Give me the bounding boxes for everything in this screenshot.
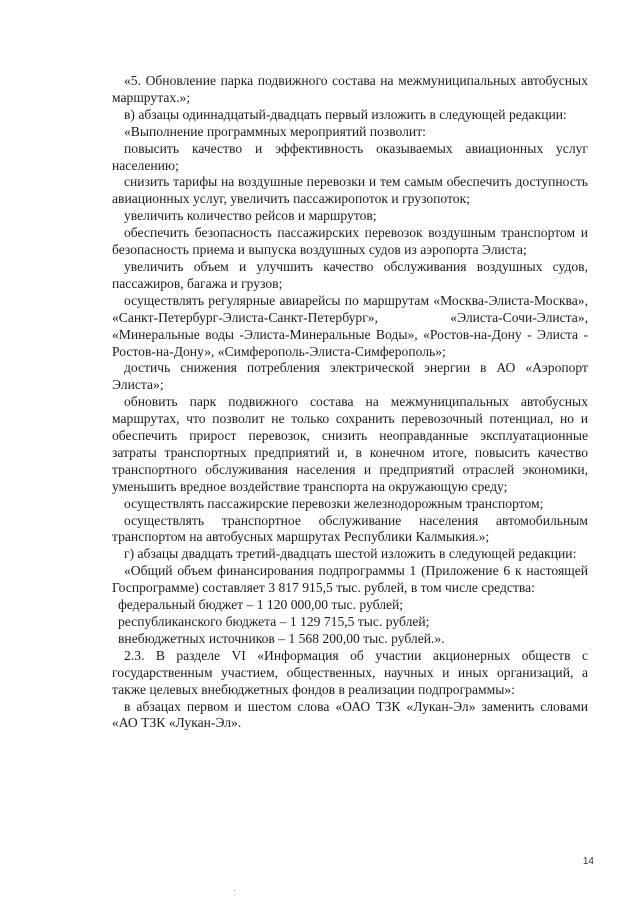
paragraph-replace-words: в абзацах первом и шестом слова «ОАО ТЗК «Лукан-Эл» заменить словами «АО ТЗК «Лукан-Эл». (112, 698, 588, 731)
paragraph-energy: достичь снижения потребления электрической энергии в АО «Аэропорт Элиста»; (112, 360, 588, 393)
paragraph-financing: «Общий объем финансирования подпрограммы 1 (Приложение 6 к настоящей Госпрограмме) составляет 3 817 915,5 тыс. рублей, в том числе средства: (112, 563, 588, 596)
paragraph-flights: увеличить количество рейсов и маршрутов; (124, 208, 377, 224)
paragraph-item-5: «5. Обновление парка подвижного состава на межмуниципальных автобусных маршрутах.»; (112, 73, 588, 105)
paragraph-railway: осуществлять пассажирские перевозки железнодорожным транспортом; (124, 495, 544, 511)
scan-speck (234, 890, 235, 891)
paragraph-tariffs: снизить тарифы на воздушные перевозки и тем самым обеспечить доступность авиационных услуг, увеличить пассажиропоток и грузопоток; (112, 174, 588, 207)
paragraph-routes: осуществлять регулярные авиарейсы по маршрутам «Москва-Элиста-Москва», «Санкт-Петербург-Элиста-Санкт-Петербург», «Элиста-Сочи-Элиста», «Минеральные воды -Элиста-Минеральные Воды», «Ростов-на-Дону - Элиста - Ростов-на-Дону», «Симферополь-Элиста-Симферополь»; (112, 292, 588, 359)
document-body (112, 73, 588, 732)
paragraph-extrabudget: внебюджетных источников – 1 568 200,00 тыс. рублей.». (118, 630, 445, 646)
paragraph-federal-budget: федеральный бюджет – 1 120 000,00 тыс. рублей; (118, 597, 404, 613)
paragraph-quality: повысить качество и эффективность оказываемых авиационных услуг населению; (112, 140, 588, 173)
page-number: 14 (582, 856, 594, 867)
paragraph-bus-fleet: обновить парк подвижного состава на межмуниципальных автобусных маршрутах, что позволит не только сохранить перевозочный потенциал, но и обеспечить прирост перевозок, снизить неоправданные эксплуатационные затраты транспортных предприятий и, в конечном итоге, повысить качество транспортного обслуживания населения и предприятий отраслей экономики, уменьшить вредное воздействие транспорта на окружающую среду; (112, 394, 588, 494)
paragraph-road-transport: осуществлять транспортное обслуживание населения автомобильным транспортом на автобусных маршрутах Республики Калмыкия.»; (112, 512, 588, 545)
paragraph-section-2-3: 2.3. В разделе VI «Информация об участии акционерных обществ с государственным участием, общественных, научных и иных организаций, а также целевых внебюджетных фондов в реализации подпрограммы»: (112, 647, 588, 697)
paragraph-service: увеличить объем и улучшить качество обслуживания воздушных судов, пассажиров, багажа и грузов; (112, 258, 588, 291)
paragraph-republic-budget: республиканского бюджета – 1 129 715,5 тыс. рублей; (118, 614, 430, 629)
paragraph-amendment-g: г) абзацы двадцать третий-двадцать шестой изложить в следующей редакции: (124, 546, 577, 562)
paragraph-amendment-v: в) абзацы одиннадцатый-двадцать первый изложить в следующей редакции: (124, 106, 567, 122)
paragraph-safety: обеспечить безопасность пассажирских перевозок воздушным транспортом и безопасность приема и выпуска воздушных судов из аэропорта Элиста; (112, 225, 588, 258)
paragraph-quote-start: «Выполнение программных мероприятий позволит: (124, 123, 426, 139)
